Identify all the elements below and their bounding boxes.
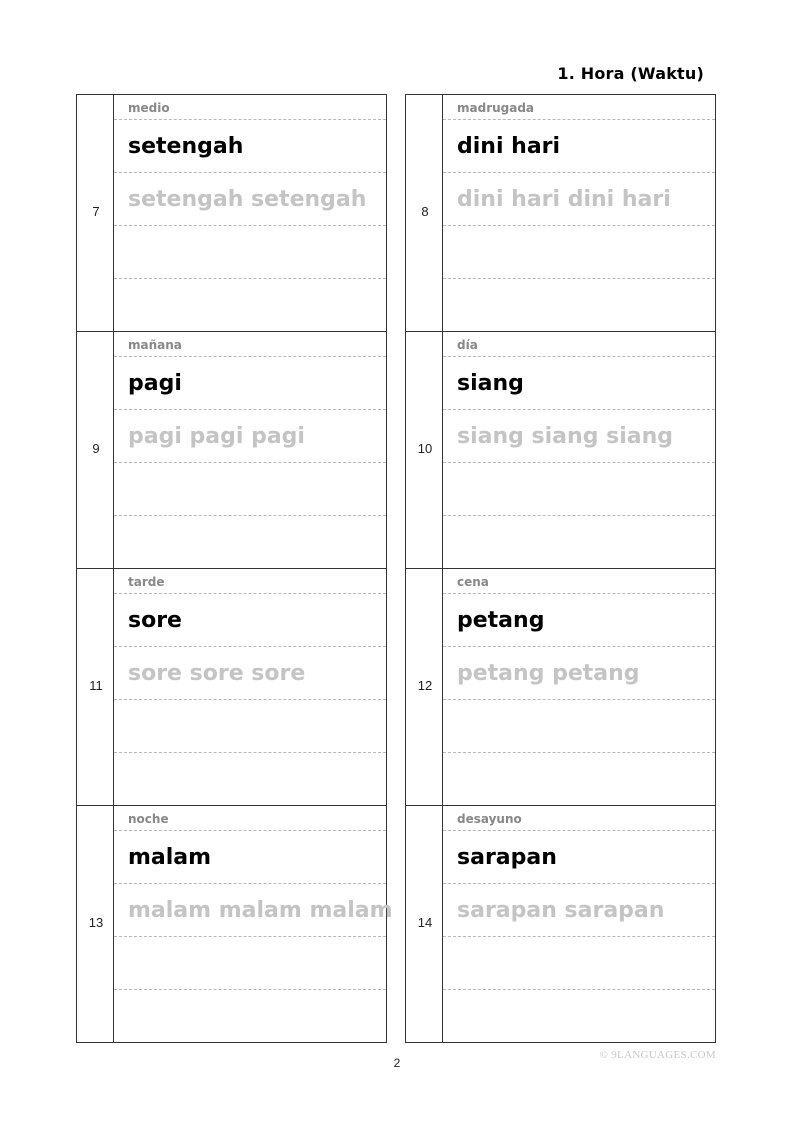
number-cell [76,332,114,568]
card-body [114,332,387,568]
card-body [114,95,387,331]
page-number: 2 [393,1056,401,1070]
number-cell [76,806,114,1042]
practice-line [443,990,715,1042]
practice-line [443,753,715,805]
card-body [443,569,716,805]
practice-line [443,937,715,990]
column-bottom-border [76,1042,387,1043]
indonesian-word: malam [128,845,212,870]
column-bottom-border [405,1042,716,1043]
card-number: 9 [92,441,100,456]
indonesian-word: setengah [128,134,244,159]
trace-word: malam malam malam [128,898,393,923]
indonesian-word: petang [457,608,545,633]
practice-line [114,753,386,805]
spanish-hint: cena [457,575,489,589]
card-body [114,806,393,1042]
number-cell [76,95,114,331]
number-cell [405,332,443,568]
left-column [76,94,393,1040]
card-number: 7 [92,204,100,219]
card-number: 13 [88,915,104,930]
practice-line [114,700,386,753]
vocab-card [76,568,387,805]
indonesian-word: pagi [128,371,182,396]
card-number: 8 [421,204,429,219]
spanish-hint: madrugada [457,101,535,115]
vocab-card [405,94,716,331]
indonesian-word: dini hari [457,134,561,159]
number-cell [405,569,443,805]
vocab-card [405,568,716,805]
practice-line [114,279,386,331]
vocab-card [76,805,393,1042]
practice-line [443,279,715,331]
card-body [114,569,387,805]
spanish-hint: mañana [128,338,182,352]
right-column [405,94,716,1040]
practice-line [443,700,715,753]
practice-line [443,226,715,279]
trace-word: sore sore sore [128,661,306,686]
card-number: 14 [417,915,433,930]
number-cell [405,95,443,331]
practice-line [114,226,386,279]
practice-line [114,463,386,516]
spanish-hint: día [457,338,478,352]
spanish-hint: desayuno [457,812,522,826]
vocab-card [405,331,716,568]
card-body [443,332,716,568]
trace-word: petang petang [457,661,640,686]
trace-word: setengah setengah [128,187,367,212]
vocab-card [76,94,387,331]
indonesian-word: siang [457,371,524,396]
trace-word: pagi pagi pagi [128,424,305,449]
practice-line [114,937,386,990]
trace-word: sarapan sarapan [457,898,665,923]
practice-line [114,990,386,1042]
card-number: 11 [89,678,103,693]
indonesian-word: sarapan [457,845,557,870]
card-number: 10 [417,441,433,456]
spanish-hint: tarde [128,575,165,589]
spanish-hint: medio [128,101,170,115]
practice-line [443,463,715,516]
practice-line [443,516,715,568]
card-number: 12 [417,678,433,693]
trace-word: dini hari dini hari [457,187,671,212]
page-title: 1. Hora (Waktu) [557,64,704,83]
indonesian-word: sore [128,608,182,633]
vocab-card [76,331,387,568]
vocab-card [405,805,716,1042]
copyright-watermark: © 9LANGUAGES.COM [599,1049,716,1061]
number-cell [405,806,443,1042]
card-body [443,806,716,1042]
trace-word: siang siang siang [457,424,673,449]
number-cell [76,569,114,805]
spanish-hint: noche [128,812,169,826]
card-body [443,95,716,331]
practice-line [114,516,386,568]
